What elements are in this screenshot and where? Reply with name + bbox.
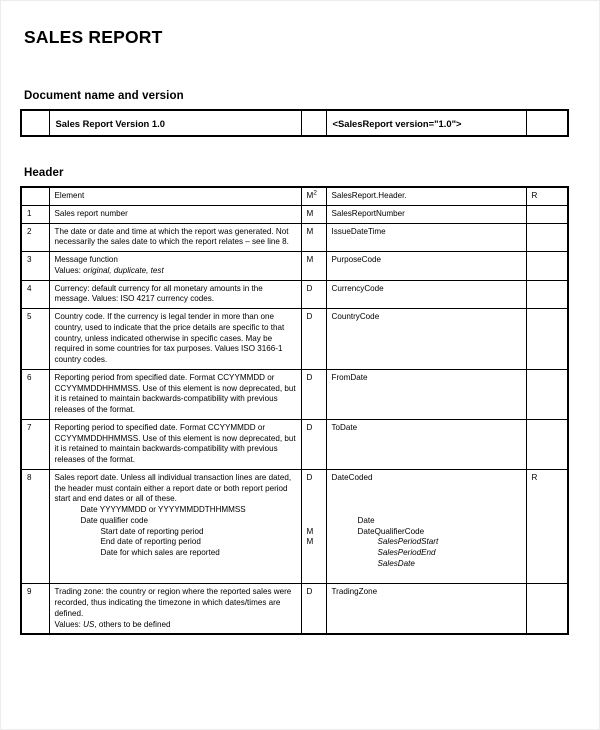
xml-path: ToDate <box>331 422 358 432</box>
xml-path: DateCoded <box>331 472 373 482</box>
sub-line: DateQualifierCode <box>357 526 425 536</box>
docname-r-cell <box>526 110 568 136</box>
element-description-cell <box>49 584 301 635</box>
section-heading-document-name: Document name and version <box>24 90 184 102</box>
repeatable-flag-cell: R <box>526 469 568 584</box>
mandatory-flag: M <box>306 526 314 536</box>
element-description-cell <box>49 223 301 252</box>
docname-name-cell: Sales Report Version 1.0 <box>49 110 301 136</box>
section-heading-header: Header <box>24 167 64 179</box>
sub-line: Date qualifier code <box>80 515 148 525</box>
element-paragraph: The date or date and time at which the report was generated. Not necessarily the sales date to which the report relates – see line 8. <box>54 226 289 247</box>
repeatable-flag-cell <box>526 223 568 252</box>
sub-line: End date of reporting period <box>100 537 201 547</box>
docname-num-cell <box>21 110 49 136</box>
sub-line: SalesPeriodEnd <box>377 548 436 557</box>
mandatory-flag: M <box>306 537 314 547</box>
sub-line: Date YYYYMMDD or YYYYMMDDTHHMMSS <box>80 505 246 514</box>
element-paragraph: Sales report date. Unless all individual transaction lines are dated, the header must contain either a report date or both report period start and end dates or all of these. <box>54 472 292 504</box>
mandatory-flag: D <box>306 372 313 382</box>
table-row <box>21 584 568 635</box>
column-header-repeatable: R <box>526 187 568 205</box>
row-number-cell: 8 <box>21 469 49 584</box>
table-head <box>21 187 568 205</box>
mandatory-flag: M <box>306 255 314 264</box>
element-description-cell <box>49 280 301 309</box>
table-row <box>21 469 568 584</box>
xml-path-cell <box>326 419 526 469</box>
element-paragraph: Values: original, duplicate, test <box>54 265 164 275</box>
mandatory-flag-cell <box>301 419 326 469</box>
element-paragraph: Sales report number <box>54 208 128 218</box>
xml-path: TradingZone <box>331 587 378 597</box>
repeatable-flag-cell <box>526 309 568 370</box>
repeatable-flag-cell <box>526 584 568 635</box>
row-number-cell: 1 <box>21 205 49 223</box>
element-values-italic: US <box>83 619 95 629</box>
xml-path: IssueDateTime <box>331 226 386 236</box>
table-row <box>21 252 568 281</box>
column-header-mandatory-label: M <box>306 191 314 200</box>
table-row <box>21 309 568 370</box>
mandatory-flag: D <box>306 587 313 597</box>
row-number-cell: 4 <box>21 280 49 309</box>
mandatory-flag-cell <box>301 223 326 252</box>
docname-m-cell <box>301 110 326 136</box>
element-paragraph: Reporting period to specified date. Format CCYYMMDD or CCYYMMDDHHMMSS. Use of this element is now deprecated, but it is retained to maintain backwards-compatibility with previous releases of the format. <box>54 422 296 464</box>
repeatable-flag-cell <box>526 280 568 309</box>
element-description-cell <box>49 205 301 223</box>
mandatory-flag: D <box>306 312 313 321</box>
repeatable-flag-cell <box>526 252 568 281</box>
sub-line: Date <box>357 515 375 525</box>
mandatory-flag: M <box>306 226 314 236</box>
table-body <box>21 205 568 634</box>
docname-xml-cell: <SalesReport version="1.0"> <box>326 110 526 136</box>
mandatory-flag: D <box>306 422 313 432</box>
row-number-cell: 3 <box>21 252 49 281</box>
row-number-cell: 5 <box>21 309 49 370</box>
element-description-cell <box>49 309 301 370</box>
xml-path-cell <box>326 205 526 223</box>
row-number-cell: 7 <box>21 419 49 469</box>
xml-path: CountryCode <box>331 312 380 321</box>
xml-path: FromDate <box>331 372 368 382</box>
xml-path-cell <box>326 309 526 370</box>
repeatable-flag-cell <box>526 205 568 223</box>
column-header-element: Element <box>49 187 301 205</box>
column-header-xml-path: SalesReport.Header. <box>326 187 526 205</box>
xml-path-cell <box>326 223 526 252</box>
element-paragraph: Trading zone: the country or region where the reported sales were recorded, thus indicating the timezone in which dates/times are defined. <box>54 587 292 618</box>
mandatory-flag: M <box>306 208 314 218</box>
sub-line: Date for which sales are reported <box>100 548 220 557</box>
column-header-mandatory <box>301 187 326 205</box>
element-paragraph: Message function <box>54 255 118 264</box>
mandatory-flag: D <box>306 283 313 293</box>
element-description-cell <box>49 252 301 281</box>
repeatable-flag-cell <box>526 369 568 419</box>
element-description-cell <box>49 369 301 419</box>
table-row <box>21 369 568 419</box>
element-paragraph: Currency: default currency for all monetary amounts in the message. Values: ISO 4217 currency codes. <box>54 283 263 304</box>
sub-line: Start date of reporting period <box>100 526 204 536</box>
mandatory-flag-cell <box>301 252 326 281</box>
mandatory-flag-cell <box>301 309 326 370</box>
row-number-cell: 6 <box>21 369 49 419</box>
xml-path-cell <box>326 369 526 419</box>
table-row <box>21 280 568 309</box>
table-row <box>21 110 568 136</box>
page-title: SALES REPORT <box>24 27 163 47</box>
element-description-cell <box>49 469 301 584</box>
element-paragraph: Reporting period from specified date. Format CCYYMMDD or CCYYMMDDHHMMSS. Use of this element is now deprecated, but it is retained to maintain backwards-compatibility with previous releases of the format. <box>54 372 296 414</box>
xml-path: PurposeCode <box>331 255 381 264</box>
column-header-mandatory-footnote: 2 <box>313 189 317 197</box>
header-spec-table <box>20 186 569 635</box>
mandatory-flag: D <box>306 472 313 482</box>
table-row <box>21 419 568 469</box>
element-description-cell <box>49 419 301 469</box>
xml-path-cell <box>326 584 526 635</box>
element-values-italic: original, duplicate, test <box>83 265 164 275</box>
element-paragraph: Country code. If the currency is legal tender in more than one country, used to indicate that the price details are specific to that country, unless indicated otherwise in specific cases. May be required in some countries for tax purposes. Values ISO 3166-1 country codes. <box>54 312 285 364</box>
mandatory-flag-cell <box>301 584 326 635</box>
column-header-num <box>21 187 49 205</box>
mandatory-flag-cell <box>301 280 326 309</box>
table-header-row <box>21 187 568 205</box>
document-name-table <box>20 109 569 137</box>
xml-path: SalesReportNumber <box>331 208 405 218</box>
table-row <box>21 205 568 223</box>
xml-path-cell <box>326 280 526 309</box>
element-paragraph: Values: US, others to be defined <box>54 619 171 629</box>
repeatable-flag-cell <box>526 419 568 469</box>
row-number-cell: 2 <box>21 223 49 252</box>
mandatory-flag-cell <box>301 469 326 584</box>
sub-line: SalesPeriodStart <box>377 537 439 547</box>
mandatory-flag-cell <box>301 369 326 419</box>
mandatory-flag-cell <box>301 205 326 223</box>
xml-path-cell <box>326 252 526 281</box>
page-content <box>1 1 599 635</box>
table-row <box>21 223 568 252</box>
row-number-cell: 9 <box>21 584 49 635</box>
sub-line: SalesDate <box>377 558 415 568</box>
xml-path: CurrencyCode <box>331 283 384 293</box>
xml-path-cell <box>326 469 526 584</box>
